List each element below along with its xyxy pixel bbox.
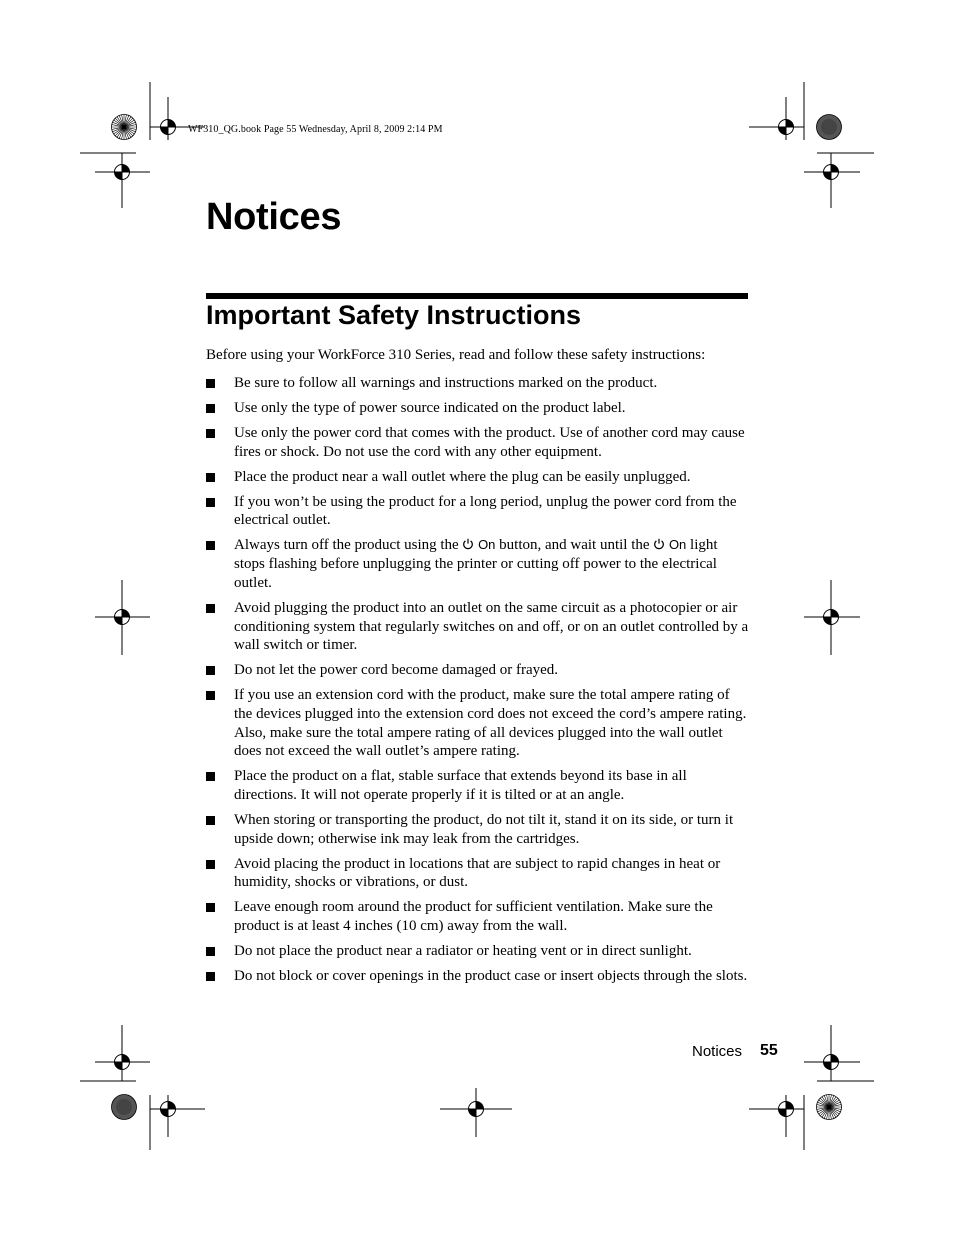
square-bullet-icon (206, 604, 215, 613)
square-bullet-icon (206, 666, 215, 675)
square-bullet-icon (206, 772, 215, 781)
square-bullet-icon (206, 404, 215, 413)
square-bullet-icon (206, 903, 215, 912)
list-item (206, 855, 751, 892)
list-item (206, 767, 751, 804)
section-rule (206, 293, 748, 299)
registration-mark-icon (824, 165, 839, 180)
on-label: On (668, 537, 687, 553)
square-bullet-icon (206, 541, 215, 550)
intro-paragraph: Before using your WorkForce 310 Series, read and follow these safety instructions: (206, 347, 706, 363)
on-button-label (462, 537, 495, 552)
square-bullet-icon (206, 473, 215, 482)
list-item (206, 399, 751, 418)
registration-mark-icon (469, 1102, 484, 1117)
square-bullet-icon (206, 379, 215, 388)
registration-mark-icon (824, 1055, 839, 1070)
list-item-text: When storing or transporting the product, do not tilt it, stand it on its side, or turn it upside down; otherwise ink may leak from the cartridges. (234, 812, 734, 847)
registration-mark-icon (115, 1055, 130, 1070)
list-item (206, 967, 751, 986)
list-item-text: Use only the type of power source indicated on the product label. (234, 400, 626, 416)
list-item-text: Leave enough room around the product for sufficient ventilation. Make sure the product is at least 4 inches (10 cm) away from the wall. (234, 899, 713, 935)
list-item-text: If you won’t be using the product for a long period, unplug the power cord from the electrical outlet. (234, 493, 737, 529)
color-target-icon (112, 1095, 137, 1120)
power-icon (653, 538, 665, 550)
list-item (206, 811, 751, 848)
registration-mark-icon (161, 1102, 176, 1117)
list-item (206, 536, 751, 592)
list-item (206, 661, 751, 680)
section-heading: Important Safety Instructions (206, 300, 582, 330)
list-item-text-before: Always turn off the product using the (234, 537, 459, 554)
safety-instructions-list (206, 374, 751, 992)
square-bullet-icon (206, 498, 215, 507)
list-item-text: Avoid placing the product in locations that are subject to rapid changes in heat or humidity, shocks or vibrations, or dust. (234, 855, 721, 891)
color-target-icon (817, 1095, 842, 1120)
color-target-icon (112, 115, 137, 140)
registration-mark-icon (161, 120, 176, 135)
list-item-text: If you use an extension cord with the product, make sure the total ampere rating of the devices plugged into the extension cord does not exceed the cord’s ampere rating. Also, make sure the total ampere rating of all devices plugged into the wall outlet does not exceed the wall outlet’s ampere rating. (234, 687, 747, 760)
list-item (206, 898, 751, 935)
list-item (206, 686, 751, 761)
list-item-text: Do not block or cover openings in the product case or insert objects through the slots. (234, 968, 748, 985)
square-bullet-icon (206, 860, 215, 869)
list-item-text: Use only the power cord that comes with the product. Use of another cord may cause fires or shock. Do not use the cord with any other equipment. (234, 425, 745, 460)
list-item-text-middle: button, and wait until the (499, 537, 650, 554)
page-number: 55 (760, 1042, 778, 1059)
registration-mark-icon (115, 165, 130, 180)
list-item-text: Place the product near a wall outlet where the plug can be easily unplugged. (234, 468, 691, 485)
list-item-text: Do not let the power cord become damaged or frayed. (234, 662, 559, 679)
square-bullet-icon (206, 691, 215, 700)
on-light-label (653, 537, 686, 552)
list-item-text: Avoid plugging the product into an outlet on the same circuit as a photocopier or air conditioning system that regularly switches on and off, or on an outlet controlled by a wall switch or timer. (234, 599, 749, 654)
list-item (206, 424, 751, 461)
book-slug: WF310_QG.book Page 55 Wednesday, April 8, 2009 2:14 PM (188, 124, 443, 135)
list-item-text-after: light stops flashing before unplugging the printer or cutting off power to the electrical outlet. (234, 537, 718, 591)
chapter-title: Notices (206, 196, 342, 238)
square-bullet-icon (206, 816, 215, 825)
list-item (206, 942, 751, 961)
square-bullet-icon (206, 947, 215, 956)
list-item-text: Be sure to follow all warnings and instructions marked on the product. (234, 375, 658, 391)
square-bullet-icon (206, 972, 215, 981)
list-item (206, 468, 751, 487)
registration-mark-icon (115, 610, 130, 625)
registration-mark-icon (779, 120, 794, 135)
list-item (206, 493, 751, 530)
power-icon (462, 538, 474, 550)
color-target-icon (817, 115, 842, 140)
list-item (206, 599, 751, 655)
footer-section-label: Notices (692, 1043, 743, 1060)
list-item-text: Place the product on a flat, stable surface that extends beyond its base in all directions. It will not operate properly if it is tilted or at an angle. (234, 768, 687, 804)
list-item (206, 374, 751, 393)
square-bullet-icon (206, 429, 215, 438)
registration-mark-icon (779, 1102, 794, 1117)
on-label: On (478, 537, 496, 553)
registration-mark-icon (824, 610, 839, 625)
list-item-text: Do not place the product near a radiator or heating vent or in direct sunlight. (234, 943, 692, 960)
